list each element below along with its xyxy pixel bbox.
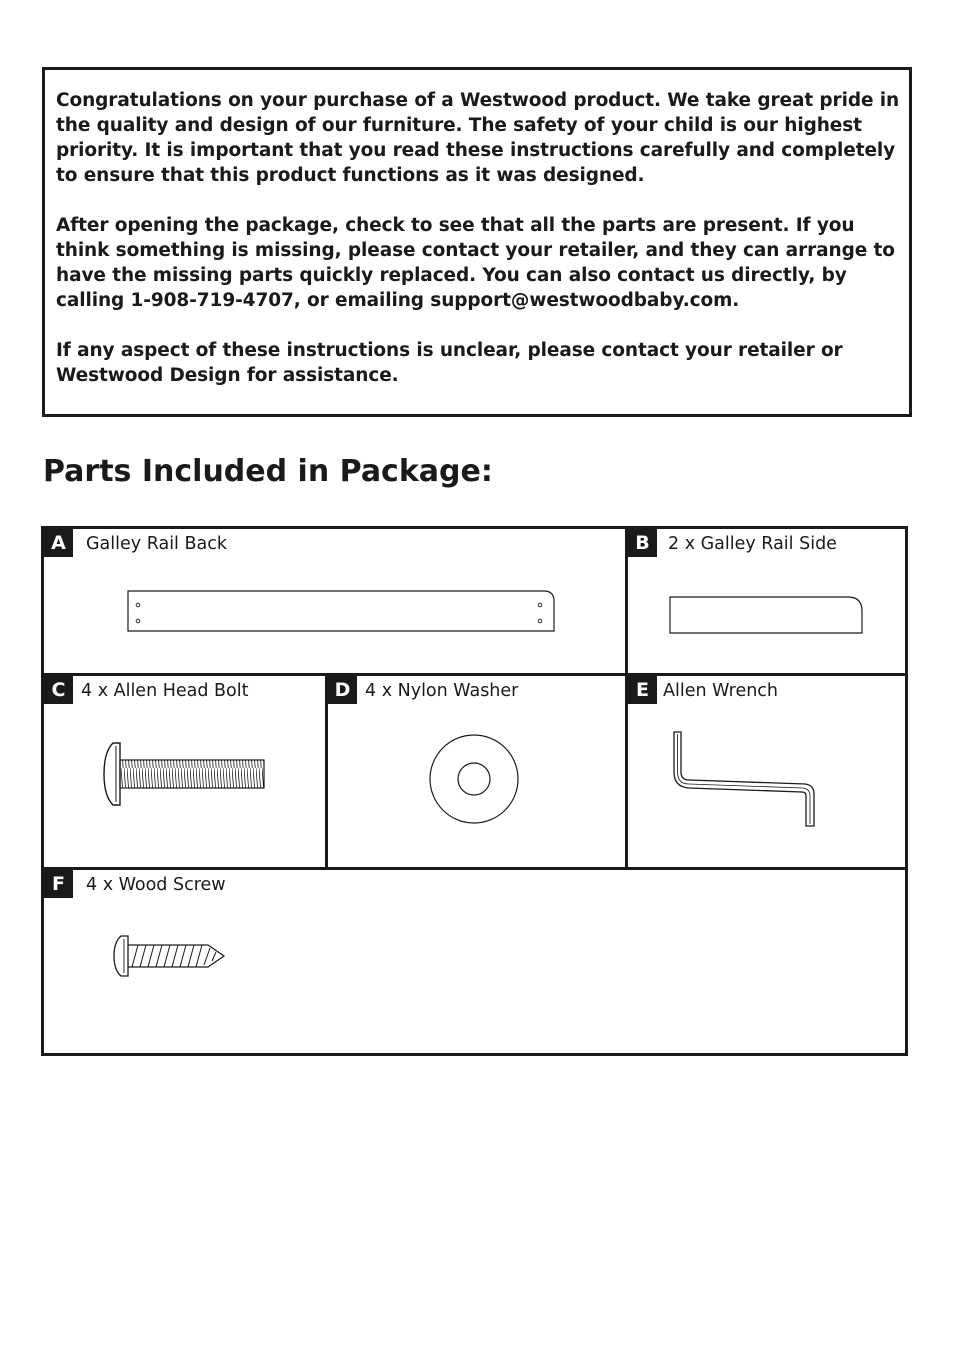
part-letter-badge: C bbox=[44, 676, 73, 704]
part-letter-badge: F bbox=[44, 870, 73, 898]
notice-paragraph-congratulations: Congratulations on your purchase of a Westwood product. We take great pride in the quality and design of our furniture. The safety of your child is our highest priority. It is important that you read these instructions carefully and completely to ensure that this product functions as it was designed. bbox=[56, 90, 900, 186]
part-name-label: 4 x Wood Screw bbox=[86, 875, 226, 895]
wood-screw-drawing bbox=[112, 934, 226, 978]
part-cell-c bbox=[41, 673, 328, 870]
part-name-label: Allen Wrench bbox=[663, 681, 779, 701]
notice-paragraph-parts-check: After opening the package, check to see that all the parts are present. If you think something is missing, please contact your retailer, and they can arrange to have the missing parts quickly replaced. You can also contact us directly, by calling 1-908-719-4707, or emailing support@westwoodbaby.com. bbox=[56, 215, 895, 311]
part-cell-f bbox=[41, 867, 908, 1056]
part-letter-badge: B bbox=[628, 529, 657, 557]
part-cell-d bbox=[325, 673, 628, 870]
part-name-label: 4 x Allen Head Bolt bbox=[81, 681, 249, 701]
allen-head-bolt-drawing bbox=[100, 740, 266, 810]
parts-grid bbox=[41, 526, 908, 1056]
notice-box bbox=[42, 67, 912, 417]
part-letter-badge: A bbox=[44, 529, 73, 557]
part-name-label: 4 x Nylon Washer bbox=[365, 681, 519, 701]
part-name-label: Galley Rail Back bbox=[86, 534, 227, 554]
part-cell-a bbox=[41, 526, 628, 676]
part-name-label: 2 x Galley Rail Side bbox=[668, 534, 837, 554]
part-letter-badge: E bbox=[628, 676, 657, 704]
part-cell-e bbox=[625, 673, 908, 870]
galley-rail-side-drawing bbox=[668, 595, 864, 635]
part-letter-badge: D bbox=[328, 676, 357, 704]
galley-rail-back-drawing bbox=[124, 587, 556, 635]
notice-paragraph-assistance: If any aspect of these instructions is unclear, please contact your retailer or Westwood Design for assistance. bbox=[56, 340, 843, 386]
page-title: Parts Included in Package: bbox=[43, 454, 493, 489]
allen-wrench-drawing bbox=[672, 730, 818, 830]
part-cell-b bbox=[625, 526, 908, 676]
nylon-washer-drawing bbox=[428, 733, 520, 825]
